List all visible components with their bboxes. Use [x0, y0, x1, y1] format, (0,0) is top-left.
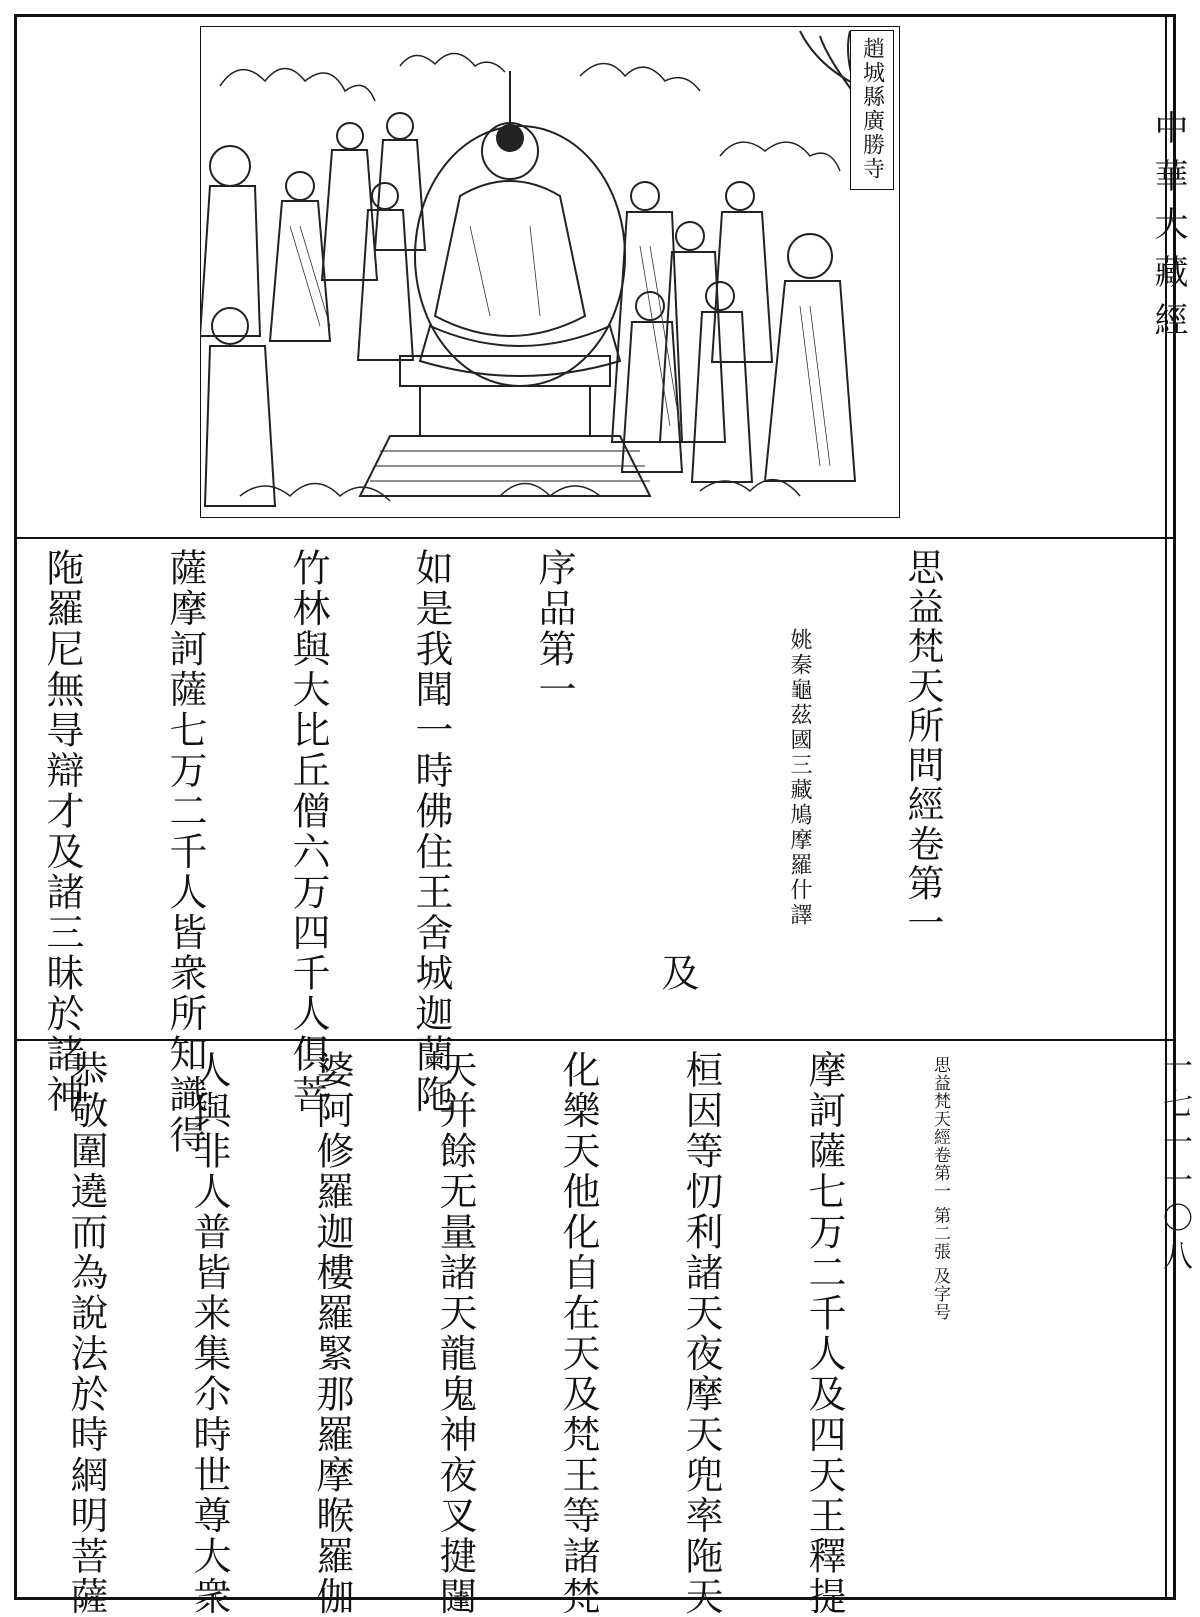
- translator-line: 姚秦龜茲國三藏鳩摩羅什譯: [787, 628, 812, 928]
- cartouche-text: 趙城縣廣勝寺: [859, 37, 885, 181]
- text-line: 化樂天他化自在天及梵王等諸梵: [556, 1050, 600, 1617]
- volume-mark: 及: [655, 953, 699, 994]
- block-margin-note: 思益梵天經卷第一 第二張 及字号: [930, 1056, 950, 1321]
- collection-title: 中華大藏經: [1148, 110, 1188, 350]
- text-line: 婆阿修羅迦樓羅緊那羅摩睺羅伽: [310, 1050, 354, 1617]
- text-line: 桓因等忉利諸天夜摩天兜率陁天: [679, 1050, 723, 1617]
- divider-top: [17, 537, 1173, 539]
- text-line: 如是我聞一時佛住王舍城迦蘭陁: [409, 548, 453, 1115]
- sutra-title: 思益梵天所問經卷第一: [901, 548, 944, 943]
- sutra-section-2: [0, 1050, 1036, 1617]
- chapter-heading: 序品第一: [532, 548, 576, 710]
- text-line: 竹林與大比丘僧六万四千人俱菩: [286, 548, 330, 1115]
- page-number: 一七一一〇八: [1157, 1050, 1192, 1278]
- text-line: 恭敬圍遶而為說法於時網明菩薩: [64, 1050, 108, 1617]
- text-line: 天并餘无量諸天龍鬼神夜叉揵闥: [433, 1050, 477, 1617]
- text-line: 摩訶薩七万二千人及四天王釋提: [802, 1050, 846, 1617]
- temple-cartouche: [850, 30, 894, 190]
- text-line: 人與非人普皆来集尒時世尊大衆: [187, 1050, 231, 1617]
- text-line: 薩摩訶薩七万二千人皆衆所知識得: [163, 548, 207, 1156]
- frontispiece-illustration: [200, 26, 900, 518]
- text-line: 陁羅尼無㝵辯才及諸三昧於諸神: [40, 548, 84, 1115]
- frontispiece-svg: [200, 26, 900, 518]
- sutra-section-1: [0, 548, 1025, 1156]
